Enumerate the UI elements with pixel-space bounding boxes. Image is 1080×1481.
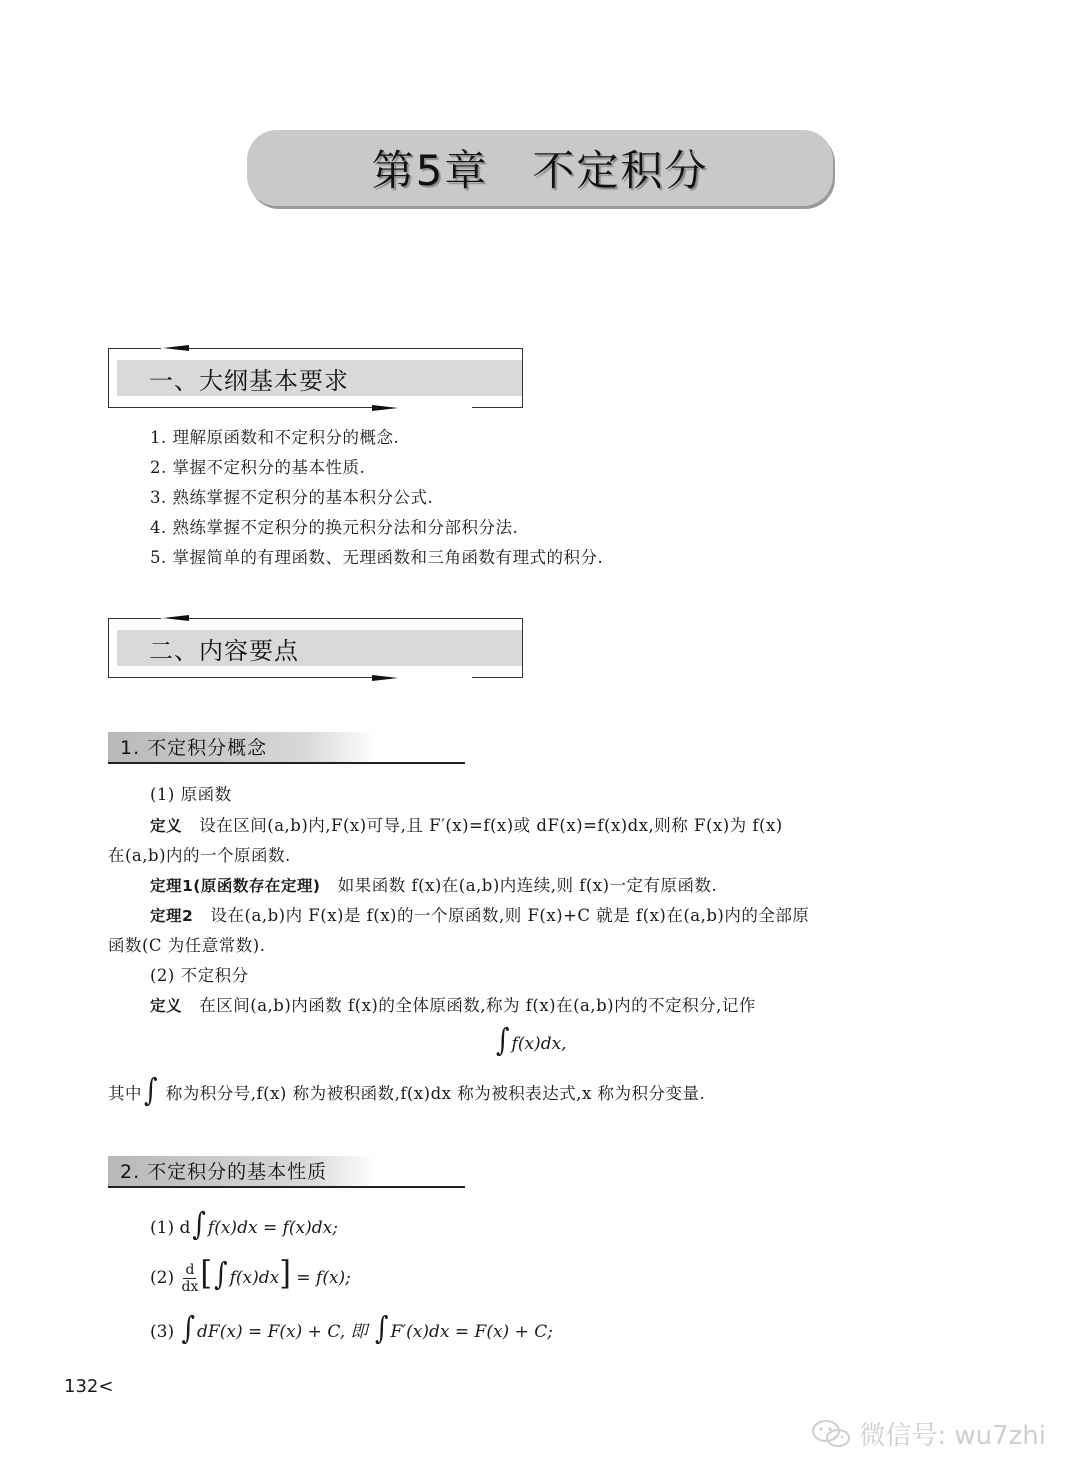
integral-sign: ∫ [181, 1311, 196, 1347]
list-item: 1. 理解原函数和不定积分的概念. [150, 428, 400, 447]
integral-sign: ∫ [144, 1073, 159, 1109]
subsection-label: 2. 不定积分的基本性质 [120, 1161, 328, 1183]
wechat-icon [811, 1418, 851, 1450]
theorem-text: 如果函数 f(x)在(a,b)内连续,则 f(x)一定有原函数. [337, 876, 718, 895]
property-1: (1) d∫ f(x)dx = f(x)dx; [150, 1207, 338, 1243]
subsection-label: 1. 不定积分概念 [120, 737, 268, 759]
property-3: (3) ∫ dF(x) = F(x) + C, 即 ∫ F′(x)dx = F(x) + C; [150, 1311, 553, 1347]
paragraph: (1) 原函数 [150, 785, 232, 804]
integral-sign: ∫ [214, 1257, 228, 1293]
chapter-title-banner [247, 130, 833, 206]
arrow-right-icon [372, 675, 398, 681]
integral-sign: ∫ [496, 1023, 510, 1059]
definition-paragraph [150, 812, 783, 836]
list-item: 2. 掌握不定积分的基本性质. [150, 458, 366, 477]
derivative-fraction: $\frac{d}{dx}$ [181, 1262, 199, 1295]
integral-sign: ∫ [192, 1207, 206, 1243]
section-header-syllabus [108, 348, 523, 408]
theorem-paragraph [150, 902, 809, 926]
theorem-label: 定理2 [150, 907, 194, 925]
section-label: 二、内容要点 [149, 637, 299, 665]
definition-text: 在区间(a,b)内函数 f(x)的全体原函数,称为 f(x)在(a,b)内的不定积分,记作 [199, 996, 756, 1015]
subsection-heading-concept [108, 732, 465, 764]
paragraph: 函数(C 为任意常数). [108, 936, 266, 955]
watermark-text: 微信号: wu7zhi [859, 1421, 1046, 1451]
theorem-paragraph [150, 872, 717, 896]
arrow-left-icon [163, 615, 189, 621]
section-label: 一、大纲基本要求 [149, 367, 349, 395]
paragraph: 在(a,b)内的一个原函数. [108, 846, 291, 865]
paragraph: (2) 不定积分 [150, 966, 249, 985]
section-header-key-points [108, 618, 523, 678]
paragraph: 其中∫ 称为积分号,f(x) 称为被积函数,f(x)dx 称为被积表达式,x 称为积分变量. [108, 1073, 706, 1109]
page-number: 132< [64, 1376, 114, 1397]
definition-label: 定义 [150, 817, 183, 835]
arrow-right-icon [372, 405, 398, 411]
integral-formula: ∫ f(x)dx, [496, 1023, 567, 1059]
definition-paragraph [150, 992, 756, 1016]
arrow-left-icon [163, 345, 189, 351]
requirements-list [150, 423, 603, 573]
list-item: 3. 熟练掌握不定积分的基本积分公式. [150, 488, 434, 507]
list-item: 4. 熟练掌握不定积分的换元积分法和分部积分法. [150, 518, 519, 537]
integral-sign: ∫ [374, 1311, 389, 1347]
list-item: 5. 掌握简单的有理函数、无理函数和三角函数有理式的积分. [150, 548, 604, 567]
theorem-label: 定理1(原函数存在定理) [150, 877, 321, 895]
theorem-text: 设在(a,b)内 F(x)是 f(x)的一个原函数,则 F(x)+C 就是 f(x)在(a,b)内的全部原 [210, 906, 810, 925]
chapter-title: 第5章 不定积分 [371, 146, 709, 195]
wechat-watermark [811, 1415, 1046, 1452]
property-2: (2) $\frac{d}{dx}$ [∫ f(x)dx] = f(x); [150, 1254, 351, 1295]
subsection-heading-properties [108, 1156, 465, 1188]
definition-label: 定义 [150, 997, 183, 1015]
definition-text: 设在区间(a,b)内,F(x)可导,且 F′(x)=f(x)或 dF(x)=f(x)dx,则称 F(x)为 f(x) [199, 816, 783, 835]
